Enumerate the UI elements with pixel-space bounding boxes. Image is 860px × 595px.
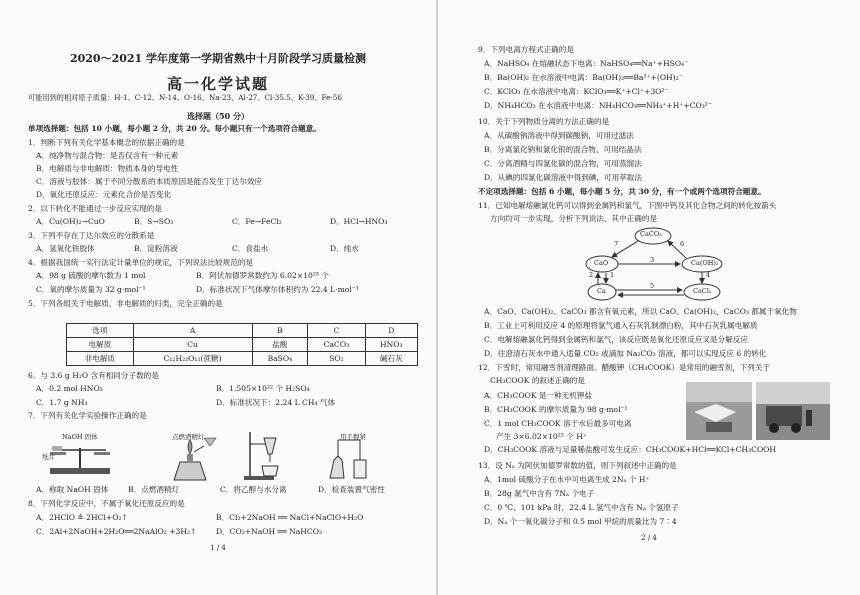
q7-option-d: D．检查装置气密性 xyxy=(318,485,385,494)
q6-option-d: D．标准状况下：2.24 L CH₄ 气体 xyxy=(216,398,336,407)
q11-option-a: A．CaO、Ca(OH)₂、CaCO₃ 都含有氧元素，所以 CaO、Ca(OH)₂、CaCO₃ 都属于氧化物 xyxy=(484,307,797,316)
q13-option-d: D．Nₐ 个一氧化碳分子和 0.5 mol 甲烷的质量比为 7∶4 xyxy=(484,517,677,526)
q9-option-d: D．NH₄HCO₃ 在水溶液中电离：NH₄HCO₃══NH₄⁺+H⁺+CO₃²⁻ xyxy=(484,101,712,110)
q3-stem: 3．下列不存在丁达尔效应的分散系是 xyxy=(28,231,155,240)
q1-option-b: B．电解质与非电解质：物质本身的导电性 xyxy=(36,164,179,173)
section-header: 选择题（50 分） xyxy=(187,111,249,121)
q4-stem: 4．根据我国统一实行法定计量单位的规定，下列说法比较规范的是 xyxy=(28,258,254,267)
q2-option-a: A．Cu(OH)₂→CuO xyxy=(36,217,105,226)
q9-option-b: B．Ba(OH)₂ 在水溶液中电离：Ba(OH)₂══Ba²⁺+(OH)₂⁻ xyxy=(484,73,683,82)
q7-stem: 7．下列有关化学实验操作正确的是 xyxy=(28,411,147,420)
q11-option-d: D．往澄清石灰水中通入适量 CO₂ 或滴加 Na₂CO₃ 溶液，都可以实现反应 6 的转化 xyxy=(484,349,767,358)
q10-option-b: B．分离氯化钠和氯化银的混合物，可用结晶法 xyxy=(484,145,642,154)
table-cell: D xyxy=(365,324,417,338)
q12-option-d: D．CH₃COOK 溶液与足量稀盐酸可发生反应：CH₃COOK+HCl══KCl+CH₃COOH xyxy=(484,445,777,454)
q7-option-c: C．将乙醇与水分离 xyxy=(220,485,287,494)
q3-option-b: B．淀粉溶液 xyxy=(134,244,178,253)
arrow-label-7: 7 xyxy=(614,240,619,248)
table-cell: A xyxy=(133,324,252,338)
separating-funnel-figure xyxy=(240,430,300,482)
table-cell: HNO₃ xyxy=(365,338,417,352)
q13-option-b: B．28g 氮气中含有 7Nₐ 个电子 xyxy=(484,489,595,498)
table-cell: BaSO₄ xyxy=(252,352,308,366)
arrow-label-4: 4 xyxy=(706,271,711,279)
q10-option-a: A．从碳酸钠溶液中得到碳酸钠，可用过滤法 xyxy=(484,131,634,140)
q8-stem: 8．下列化学反应中，不属于氧化还原反应的是 xyxy=(28,499,185,508)
single-choice-header: 单项选择题：包括 10 小题，每小题 2 分，共 20 分。每小题只有一个选项符合题意。 xyxy=(28,124,321,133)
q6-option-b: B．1.505×10²² 个 H₂SO₄ xyxy=(216,384,310,393)
page-number: 2 / 4 xyxy=(641,534,657,542)
q4-option-c: C．氧的摩尔质量为 32 g·mol⁻¹ xyxy=(36,285,146,294)
lamp-label: 点燃酒精灯 xyxy=(172,433,205,441)
q7-option-b: B．点燃酒精灯 xyxy=(128,485,180,494)
q9-option-a: A．NaHSO₄ 在熔融状态下电离：NaHSO₄══Na⁺+HSO₄⁻ xyxy=(484,59,689,68)
paper-label: 纸片 xyxy=(42,453,55,461)
q2-option-d: D．HCl→HNO₃ xyxy=(330,217,388,226)
q8-option-a: A．2HClO ≜ 2HCl+O₂↑ xyxy=(36,513,128,522)
q2-option-c: C．Fe→FeCl₂ xyxy=(232,217,282,226)
q1-option-c: C．溶液与胶体：属于不同分散系的本质原因是能否发生丁达尔效应 xyxy=(36,177,263,186)
alcohol-lamp-figure xyxy=(160,434,220,482)
q1-stem: 1．判断下列有关化学基本概念的依据正确的是 xyxy=(28,138,185,147)
table-cell: 非电解质 xyxy=(67,352,134,366)
q2-stem: 2．以下转化不能通过一步反应实现的是 xyxy=(28,204,162,213)
q9-stem: 9．下列电离方程式正确的是 xyxy=(478,45,574,54)
exam-title: 2020～2021 学年度第一学期省熟中十月阶段学习质量检测 xyxy=(69,52,367,65)
q3-option-c: C．食盐水 xyxy=(232,244,269,253)
q4-option-a: A．98 g 硫酸的摩尔数为 1 mol xyxy=(36,271,146,280)
q6-option-c: C．1.7 g NH₃ xyxy=(36,398,88,407)
q11-stem-cont: 方向均可一步实现，分析下列说法，其中正确的是 xyxy=(490,214,658,223)
exam-subtitle: 高一化学试题 xyxy=(166,75,269,93)
q12-option-a: A．CH₃COOK 是一种无机钾盐 xyxy=(484,391,593,400)
q9-option-c: C．KClO₃ 在水溶液中电离：KClO₃══K⁺+Cl⁺+3O²⁻ xyxy=(484,87,669,96)
q10-stem: 10．关于下列物质分离的方法正确的是 xyxy=(478,117,610,126)
arrow-label-5: 5 xyxy=(650,282,655,290)
electrolyte-table xyxy=(66,323,418,366)
page-number: 1 / 4 xyxy=(210,544,226,552)
naoh-label: NaOH 固体 xyxy=(62,433,98,441)
node-caco3: CaCO₃ xyxy=(640,230,662,238)
q5-stem: 5．下列各组关于电解质、非电解质的归类，完全正确的是 xyxy=(28,299,223,308)
q13-option-c: C．0 ℃、101 kPa 时，22.4 L 氢气中含有 Nₐ 个氢原子 xyxy=(484,503,679,512)
exam-page-2 xyxy=(438,0,860,595)
table-cell: 电解质 xyxy=(67,338,134,352)
table-cell: B xyxy=(252,324,308,338)
q4-option-d: D．标准状况下气体摩尔体积约为 22.4 L·mol⁻¹ xyxy=(196,285,359,294)
node-ca: Ca xyxy=(597,287,606,295)
q12-stem: 12．下雪时，常用融雪剂清理路面。醋酸钾（CH₃COOK）是常用的融雪剂，下列关于 xyxy=(478,363,771,372)
q6-option-a: A．0.2 mol HNO₃ xyxy=(36,384,103,393)
q13-stem: 13．设 Nₐ 为阿伏加德罗常数的值，则下列叙述中正确的是 xyxy=(478,461,677,470)
q11-option-c: C．电解熔融氯化钙得到金属钙和氯气，该反应既是氧化还原反应又是分解反应 xyxy=(484,335,748,344)
q6-stem: 6．与 3.6 g H₂O 含有相同分子数的是 xyxy=(28,371,159,380)
q7-option-a: A．称取 NaOH 固体 xyxy=(36,485,109,494)
table-cell: 盐酸 xyxy=(252,338,308,352)
snow-clearing-photo-2 xyxy=(756,382,830,440)
q2-option-b: B．S→SO₃ xyxy=(134,217,174,226)
q12-stem-cont: CH₃COOK 的叙述正确的是 xyxy=(490,376,585,385)
table-cell: SO₂ xyxy=(308,352,365,366)
q13-option-a: A．1mol 硫酸分子在水中可电离生成 2Nₐ 个 H⁺ xyxy=(484,475,650,484)
q12-option-c-cont: 产生 3×6.02×10²³ 个 H⁺ xyxy=(496,432,587,441)
table-cell: C xyxy=(308,324,365,338)
q11-stem: 11．已知电解熔融氯化钙可以得到金属钙和氯气。下图中钙及其化合物之间的转化按箭头 xyxy=(478,201,777,210)
node-cao: CaO xyxy=(594,259,609,267)
node-caoh2: Ca(OH)₂ xyxy=(691,259,719,267)
hand-label: 用手握紧 xyxy=(340,433,366,441)
table-header-row xyxy=(67,324,418,338)
arrow-label-3: 3 xyxy=(650,256,655,264)
q3-option-a: A．氢氧化铁胶体 xyxy=(36,244,95,253)
snow-clearing-photo-1 xyxy=(686,382,752,440)
q8-option-c: C．2Al+2NaOH+2H₂O══2NaAlO₂ +3H₂↑ xyxy=(36,527,197,536)
q8-option-b: B．Cl₂+2NaOH ══ NaCl+NaClO+H₂O xyxy=(216,513,364,522)
arrow-label-2: 2 xyxy=(589,271,594,279)
table-row xyxy=(67,338,418,352)
q10-option-d: D．从碘的四氯化碳溶液中得到碘，可用萃取法 xyxy=(484,173,642,182)
q1-option-d: D．氧化还原反应：元素化合价是否变化 xyxy=(36,190,172,199)
q4-option-b: B．阿伏加德罗常数约为 6.02×10²³ 个 xyxy=(196,271,329,280)
q1-option-a: A．纯净物与混合物：是否仅含有一种元素 xyxy=(36,151,179,160)
arrow-label-1: 1 xyxy=(610,271,615,279)
table-cell: CaCO₃ xyxy=(308,338,365,352)
table-cell: 选项 xyxy=(67,324,134,338)
arrow-label-6: 6 xyxy=(680,240,685,248)
q11-option-b: B．工业上可利用反应 4 的原理将氯气通入石灰乳制漂白粉，其中石灰乳属电解质 xyxy=(484,321,758,330)
atomic-masses: 可能用到的相对原子质量：H-1、C-12、N-14、O-16、Na-23、Al-27、Cl-35.5、K-39、Fe-56 xyxy=(28,93,342,102)
table-cell: 碱石灰 xyxy=(365,352,417,366)
q10-option-c: C．分离酒精与四氯化碳的混合物，可用蒸馏法 xyxy=(484,159,642,168)
table-cell: C₁₂H₂₂O₁₁(蔗糖) xyxy=(133,352,252,366)
q8-option-d: D．CO₂+NaOH ══ NaHCO₃ xyxy=(216,527,322,536)
table-cell: Cu xyxy=(133,338,252,352)
q12-option-b: B．CH₃COOK 的摩尔质量为 98 g·mol⁻¹ xyxy=(484,405,628,414)
q3-option-d: D．纯水 xyxy=(330,244,359,253)
multi-choice-header: 不定项选择题：包括 6 小题，每小题 5 分，共 30 分，有一个或两个选项符合题意。 xyxy=(478,187,766,196)
q12-option-c: C．1 mol CH₃COOK 溶于水后最多可电离 xyxy=(484,419,632,428)
table-row xyxy=(67,352,418,366)
node-cacl2: CaCl₂ xyxy=(693,287,712,295)
